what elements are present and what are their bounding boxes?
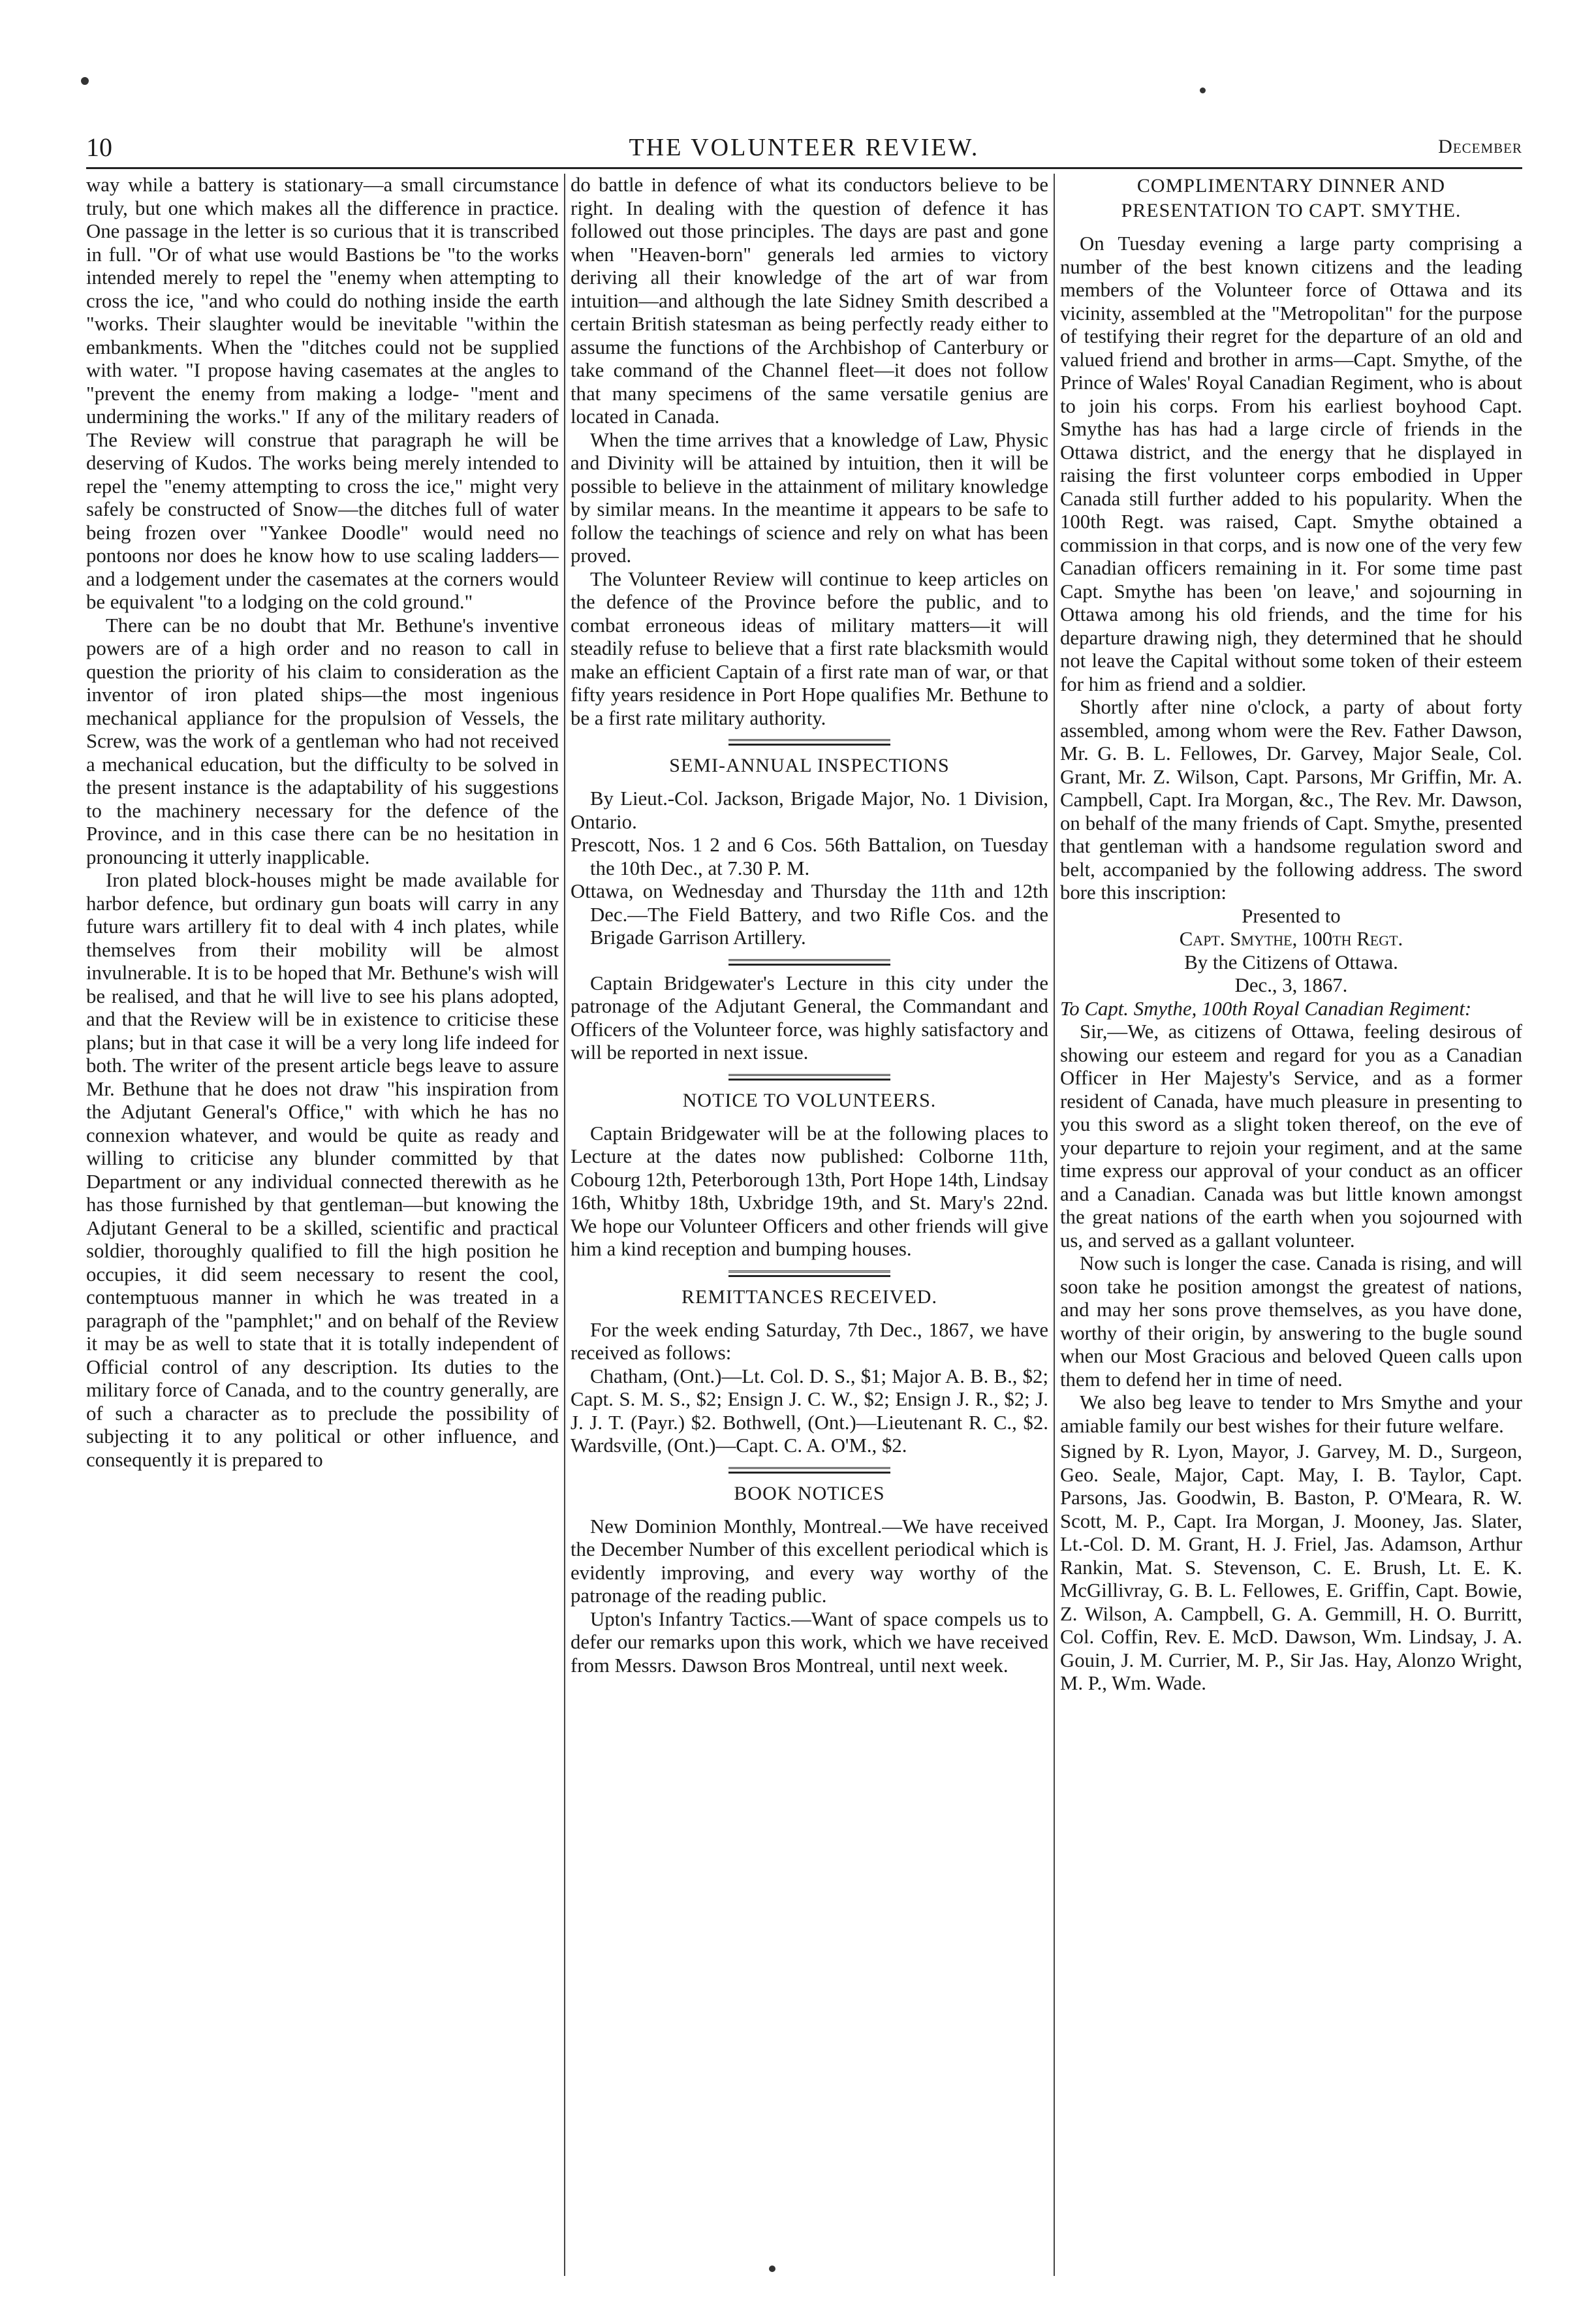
article-paragraph: When the time arrives that a knowledge of Law, Physic and Divinity will be attained by intuition, then it will be possible to believe in the attainment of military knowledge by similar means. In the meantime it appears to be safe to follow the teachings of science and rely on what has been proved. (571, 428, 1048, 567)
address-paragraph: Now such is longer the case. Canada is rising, and will soon take he position amongst the greatest of nations, and may her sons prove themselves, as you have done, worthy of their origin, by answering to the bugle sound when our Most Gracious and beloved Queen calls upon them to defend her in time of need. (1060, 1252, 1522, 1391)
section-divider (728, 959, 891, 966)
article-paragraph: The Volunteer Review will continue to keep articles on the defence of the Province before the public, and to combat erroneous ideas of military matters—it will steadily refuse to believe that a first rate blacksmith would make an efficient Captain of a first rate man of war, or that fifty years residence in Port Hope qualifies Mr. Bethune to be a first rate military authority. (571, 567, 1048, 729)
page-number: 10 (86, 133, 112, 162)
header-month: December (1438, 136, 1522, 157)
print-speck (81, 77, 89, 85)
address-paragraph: We also beg leave to tender to Mrs Smythe and your amiable family our best wishes for their future welfare. (1060, 1391, 1522, 1437)
inspections-byline: By Lieut.-Col. Jackson, Brigade Major, No. 1 Division, Ontario. (571, 787, 1048, 833)
lecture-notice: Captain Bridgewater's Lecture in this city under the patronage of the Adjutant General, the Commandant and Officers of the Volunteer force, was highly satisfactory and will be reported in next issue. (571, 971, 1048, 1064)
article-paragraph: do battle in defence of what its conductors believe to be right. In dealing with the question of defence it has followed out those principles. The days are past and gone when "Heaven-born" generals led armies to victory deriving all their knowledge of the art of war from intuition—and although the late Sidney Smith described a certain British statesman as being perfectly ready either to assume the functions of the Archbishop of Canterbury or take command of the Channel fleet—it does not follow that many specimens of the same versatile genius are located in Canada. (571, 174, 1048, 428)
address-paragraph: Sir,—We, as citizens of Ottawa, feeling desirous of showing our esteem and regard for you as a Canadian Officer in Her Majesty's Service, and as a former resident of Canada, have much pleasure in presenting to you this sword as a slight token thereof, on the eve of your departure to rejoin your regiment, and at the same time express our approval of your conduct as an officer and a Canadian. Canada was but little known amongst the great nations of the earth when you sojourned with us, and served as a gallant volunteer. (1060, 1020, 1522, 1252)
signatories: Signed by R. Lyon, Mayor, J. Garvey, M. D., Surgeon, Geo. Seale, Major, Capt. May, I. B. Taylor, Capt. Parsons, Jas. Goodwin, B. Baston, P. O'Meara, R. W. Scott, M. P., Capt. Ira Morgan, J. Mooney, Jas. Slater, Lt.-Col. D. M. Grant, H. J. Friel, Jas. Adamson, Arthur Rankin, Mat. S. Stevenson, C. E. Brush, Lt. E. K. McGillivray, G. B. L. Fellowes, E. Griffin, Capt. Bowie, Z. Wilson, A. Campbell, G. A. Gemmill, H. O. Burritt, Col. Coffin, Rev. E. McD. Dawson, Wm. Lindsay, J. A. Gouin, J. M. Currier, M. P., Sir Jas. Hay, Alonzo Wright, M. P., Wm. Wade. (1060, 1440, 1522, 1694)
remittances-intro: For the week ending Saturday, 7th Dec., 1867, we have received as follows: (571, 1318, 1048, 1364)
inspection-item: Prescott, Nos. 1 2 and 6 Cos. 56th Battalion, on Tuesday the 10th Dec., at 7.30 P. M. (571, 834, 1048, 879)
article-paragraph: Shortly after nine o'clock, a party of about forty assembled, among whom were the Rev. Father Dawson, Mr. G. B. L. Fellowes, Dr. Garvey, Major Seale, Col. Grant, Mr. Z. Wilson, Capt. Parsons, Mr Griffin, Mr. A. Campbell, Capt. Ira Morgan, &c., The Rev. Mr. Dawson, on behalf of the many friends of Capt. Smythe, presented that gentleman with a handsome regulation sword and belt, accompanied by the following address. The sword bore this inscription: (1060, 696, 1522, 904)
books-heading: BOOK NOTICES (734, 1482, 885, 1504)
article-paragraph: On Tuesday evening a large party comprising a number of the best known citizens and the leading members of the Volunteer force of Ottawa and its vicinity, assembled at the "Metropolitan" for the purpose of testifying their regret for the departure of an old and valued friend and brother in arms—Capt. Smythe, of the Prince of Wales' Royal Canadian Regiment, who is about to join his corps. From his earliest boyhood Capt. Smythe has has had a large circle of friends in the Ottawa district, and the energy that he displayed in raising the first volunteer corps embodied in Upper Canada still further added to his popularity. When the 100th Regt. was raised, Capt. Smythe obtained a commission in that corps, and is now one of the very few Canadian officers remaining in it. For some time past Capt. Smythe has been 'on leave,' and sojourning in Ottawa among his old friends, and the time for his departure drawing nigh, they determined that he should not leave the Capital without some token of their esteem for him as friend and a soldier. (1060, 232, 1522, 695)
address-salutation: To Capt. Smythe, 100th Royal Canadian Regiment: (1060, 997, 1472, 1020)
page-header (86, 128, 1522, 169)
section-divider (728, 1467, 891, 1474)
inspections-heading: SEMI-ANNUAL INSPECTIONS (669, 755, 950, 776)
book-notice: New Dominion Monthly, Montreal.—We have received the December Number of this excellent periodical which is evidently improving, and every way worthy of the patronage of the reading public. (571, 1515, 1048, 1607)
inscription-line: Presented to (1242, 904, 1341, 927)
article-paragraph: way while a battery is stationary—a small circumstance truly, but one which makes all the difference in practice. One passage in the letter is so curious that it is transcribed in full. "Or of what use would Bastions be "to the works intended merely to repel the "enemy when attempting to cross the ice, "and who could do nothing inside the earth "works. Their slaughter would be inevitable "within the embankments. When the "ditches could not be supplied with water. "I propose having casemates at the angles to "prevent the enemy from making a lodge- "ment and undermining the works." If any of the military readers of The Review will construe that paragraph he will be deserving of Kudos. The works being merely intended to repel the "enemy attempting to cross the ice," might very safely be constructed of Snow—the ditches full of water being frozen over "Yankee Doodle" would need no pontoons nor does he know how to use scaling ladders—and a lodgement under the casemates at the corners would be equivalent "to a lodging on the cold ground." (86, 174, 559, 613)
inscription-line: By the Citizens of Ottawa. (1184, 951, 1398, 973)
print-speck (769, 2266, 775, 2272)
dinner-heading: COMPLIMENTARY DINNER AND PRESENTATION TO CAPT. SMYTHE. (1121, 175, 1462, 221)
inspection-item: Ottawa, on Wednesday and Thursday the 11th and 12th Dec.—The Field Battery, and two Rifle Cos. and the Brigade Garrison Artillery. (571, 880, 1048, 949)
remittances-heading: REMITTANCES RECEIVED. (681, 1286, 937, 1308)
column-rule (1054, 174, 1055, 2276)
inscription-line: Dec., 3, 1867. (1234, 974, 1348, 996)
section-divider (728, 1074, 891, 1081)
article-paragraph: Iron plated block-houses might be made available for harbor defence, but ordinary gun boats will carry in any future wars artillery fit to deal with 4 inch plates, while themselves from their mobility will be almost invulnerable. It is to be hoped that Mr. Bethune's wish will be realised, and that he will live to see his plans adopted, and that the Review will be in existence to criticise these plans; but in that case it will be a very long life indeed for both. The writer of the present article begs leave to assure Mr. Bethune that he does not draw "his inspiration from the Adjutant General's Office," with which he has no connexion whatever, and would be quite as ready and willing to criticise any blunder committed by that Department or any individual connected therewith as he has those furnished by that gentleman—but knowing the Adjutant General to be a skilled, scientific and practical soldier, thoroughly qualified to fill the high position he occupies, it did seem necessary to resent the cool, contemptuous manner in which he was treated in a paragraph of the "pamphlet;" and on behalf of the Review it may be as well to state that it is totally independent of Official control of any description. Its duties to the military force of Canada, and to the country generally, are of such a character as to preclude the possibility of subjecting it to any political or other influence, and consequently it is prepared to (86, 869, 559, 1471)
book-notice: Upton's Infantry Tactics.—Want of space compels us to defer our remarks upon this work, which we have received from Messrs. Dawson Bros Montreal, until next week. (571, 1607, 1048, 1677)
column-rule (564, 174, 565, 2276)
inscription-line: Capt. Smythe, 100th Regt. (1179, 928, 1403, 950)
section-divider (728, 739, 891, 746)
column-2 (571, 174, 1048, 2276)
column-1 (86, 174, 559, 2276)
masthead-title: THE VOLUNTEER REVIEW. (629, 134, 980, 161)
column-3 (1060, 174, 1522, 2276)
print-speck (1200, 87, 1206, 93)
remittances-text: Chatham, (Ont.)—Lt. Col. D. S., $1; Major A. B. B., $2; Capt. S. M. S., $2; Ensign J. C. W., $2; Ensign J. R., $2; J. J. J. T. (Payr.) $2. Bothwell, (Ont.)—Lieutenant R. C., $2. Wardsville, (Ont.)—Capt. C. A. O'M., $2. (571, 1365, 1048, 1457)
notice-text: Captain Bridgewater will be at the following places to Lecture at the dates now published: Colborne 11th, Cobourg 12th, Peterborough 13th, Port Hope 14th, Lindsay 16th, Whitby 18th, Uxbridge 19th, and St. Mary's 22nd. We hope our Volunteer Officers and other friends will give him a kind reception and bumping houses. (571, 1122, 1048, 1260)
notice-heading: NOTICE TO VOLUNTEERS. (682, 1089, 937, 1111)
section-divider (728, 1271, 891, 1277)
article-paragraph: There can be no doubt that Mr. Bethune's inventive powers are of a high order and no reason to call in question the priority of his claim to consideration as the inventor of iron plated ships—the most ingenious mechanical appliance for the propulsion of Vessels, the Screw, was the work of a gentleman who had not received a mechanical education, but the difficulty to be solved in the present instance is the adaptability of his suggestions to the machinery necessary for the defence of the Province, and in this case there can be no hesitation in pronouncing it utterly inapplicable. (86, 614, 559, 868)
